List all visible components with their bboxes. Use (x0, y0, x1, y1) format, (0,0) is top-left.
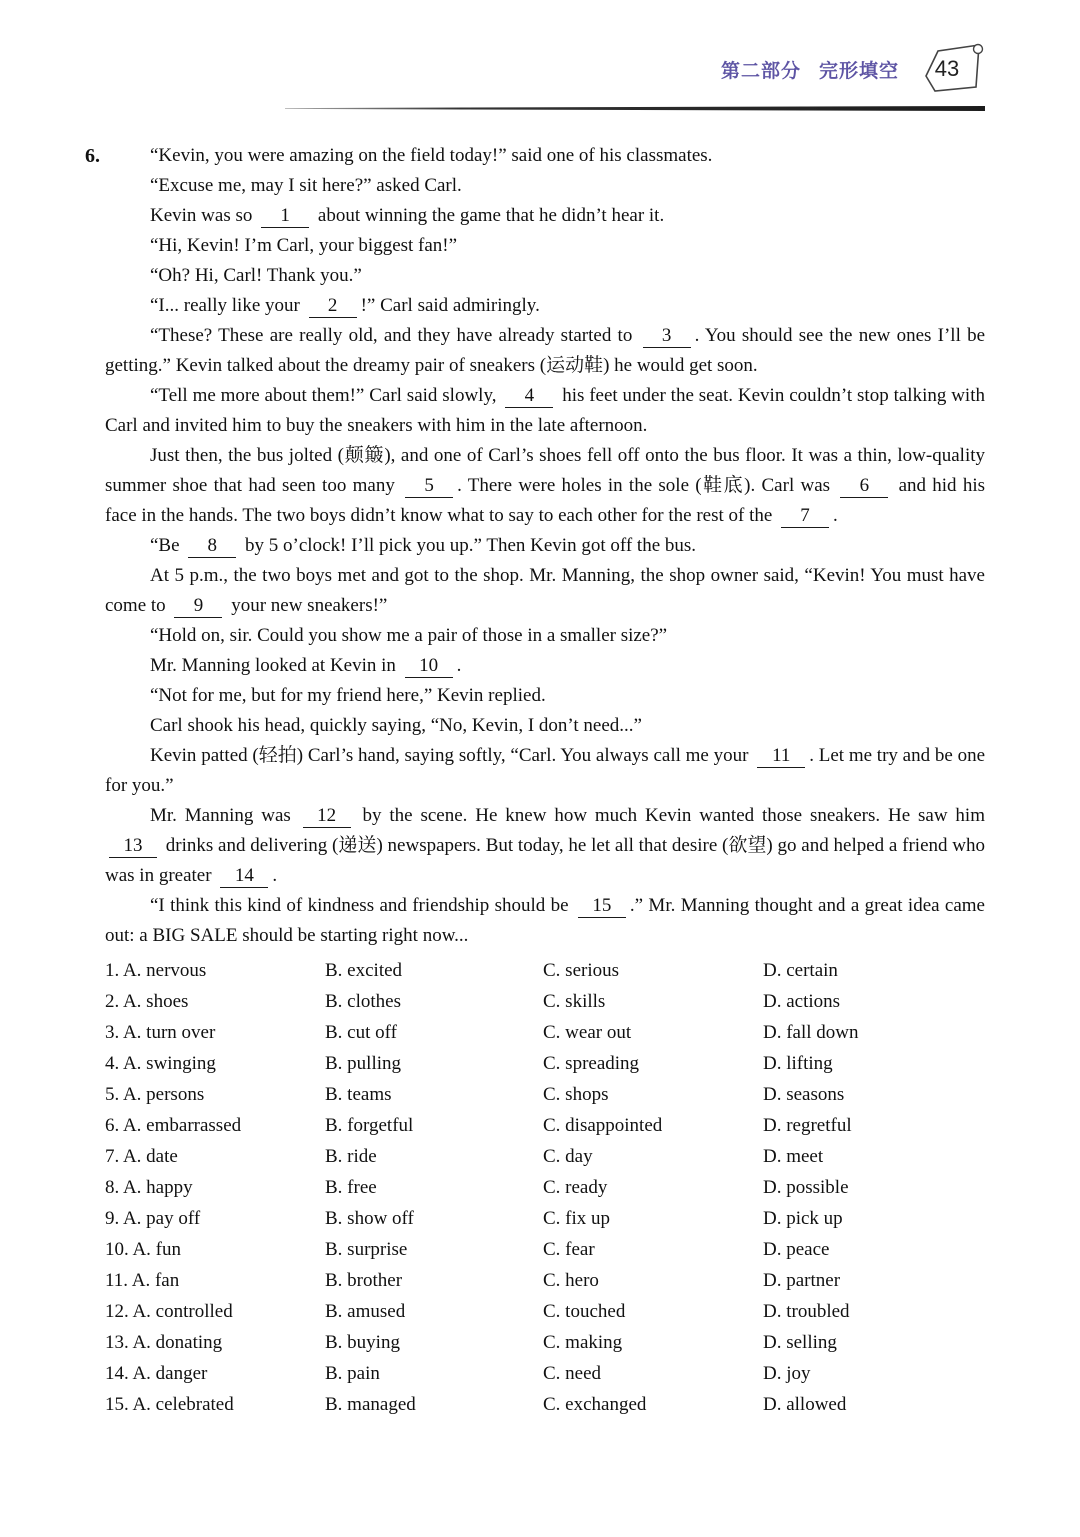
option-choice-b: B. pain (325, 1363, 380, 1384)
option-row-12 (105, 1296, 1020, 1327)
option-choice-a: 7. A. date (105, 1146, 178, 1167)
option-row-4 (105, 1048, 1020, 1079)
cloze-blank-2: 2 (309, 295, 357, 318)
passage (105, 141, 985, 951)
option-choice-d: D. peace (763, 1239, 830, 1260)
cloze-blank-6: 6 (840, 475, 888, 498)
tag-icon (923, 42, 985, 96)
cloze-blank-11: 11 (757, 745, 805, 768)
option-row-1 (105, 955, 1020, 986)
option-choice-d: D. lifting (763, 1053, 833, 1074)
cloze-blank-14: 14 (220, 865, 268, 888)
option-row-11 (105, 1265, 1020, 1296)
option-choice-b: B. brother (325, 1270, 403, 1291)
cloze-blank-9: 9 (174, 595, 222, 618)
option-choice-d: D. fall down (763, 1022, 859, 1043)
option-choice-c: C. hero (543, 1270, 599, 1291)
cloze-blank-4: 4 (505, 385, 553, 408)
page-number-badge (923, 42, 985, 96)
option-choice-a: 11. A. fan (105, 1270, 180, 1291)
option-row-6 (105, 1110, 1020, 1141)
option-choice-d: D. pick up (763, 1208, 843, 1229)
page-number-text: 43 (934, 56, 960, 81)
option-choice-c: C. spreading (543, 1053, 640, 1074)
option-choice-c: C. ready (543, 1177, 608, 1198)
option-choice-b: B. buying (325, 1332, 400, 1353)
section-name-label: 完形填空 (818, 60, 899, 82)
option-choice-b: B. pulling (325, 1053, 402, 1074)
section-part-label: 第二部分 (720, 60, 801, 82)
option-choice-c: C. disappointed (543, 1115, 663, 1136)
question-number: 6. (85, 145, 100, 167)
option-row-8 (105, 1172, 1020, 1203)
option-choice-b: B. show off (325, 1208, 414, 1229)
passage-paragraph: Carl shook his head, quickly saying, “No, Kevin, I don’t need...” (150, 715, 642, 736)
passage-paragraph: “I think this kind of kindness and friendship should be 15 .” Mr. Manning thought and a great idea came out: a BIG SALE should be starting right now... (105, 895, 985, 946)
option-choice-d: D. seasons (763, 1084, 845, 1105)
option-row-2 (105, 986, 1020, 1017)
option-choice-c: C. skills (543, 991, 606, 1012)
passage-paragraph: “Kevin, you were amazing on the field today!” said one of his classmates. (150, 145, 713, 166)
option-choice-d: D. selling (763, 1332, 837, 1353)
option-row-10 (105, 1234, 1020, 1265)
option-choice-a: 4. A. swinging (105, 1053, 216, 1074)
option-choice-a: 15. A. celebrated (105, 1394, 234, 1415)
cloze-section (0, 141, 1080, 951)
passage-paragraph: “Excuse me, may I sit here?” asked Carl. (150, 175, 462, 196)
option-choice-a: 8. A. happy (105, 1177, 193, 1198)
cloze-blank-15: 15 (578, 895, 626, 918)
passage-paragraph: “These? These are really old, and they have already started to 3 . You should see the new ones I’ll be getting.” Kevin talked about the dreamy pair of sneakers (运动鞋) he would get soon. (105, 325, 986, 376)
option-choice-c: C. fear (543, 1239, 595, 1260)
options-list (0, 955, 1080, 1420)
passage-paragraph: Kevin was so 1 about winning the game that he didn’t hear it. (150, 205, 665, 226)
option-choice-d: D. regretful (763, 1115, 852, 1136)
option-choice-c: C. serious (543, 960, 619, 981)
option-choice-d: D. allowed (763, 1394, 847, 1415)
option-choice-c: C. fix up (543, 1208, 611, 1229)
option-choice-a: 5. A. persons (105, 1084, 205, 1105)
passage-paragraph: “Not for me, but for my friend here,” Kevin replied. (150, 685, 546, 706)
option-choice-a: 10. A. fun (105, 1239, 181, 1260)
cloze-blank-12: 12 (303, 805, 351, 828)
option-choice-b: B. surprise (325, 1239, 408, 1260)
option-choice-d: D. joy (763, 1363, 811, 1384)
passage-paragraph: “Tell me more about them!” Carl said slowly, 4 his feet under the seat. Kevin couldn’t stop talking with Carl and invited him to buy the sneakers with him in the late afternoon. (105, 385, 985, 436)
cloze-blank-10: 10 (405, 655, 453, 678)
option-choice-b: B. clothes (325, 991, 401, 1012)
option-choice-b: B. managed (325, 1394, 416, 1415)
option-choice-a: 9. A. pay off (105, 1208, 201, 1229)
option-choice-b: B. ride (325, 1146, 377, 1167)
passage-paragraph: Mr. Manning looked at Kevin in 10 . (150, 655, 462, 676)
option-choice-c: C. making (543, 1332, 623, 1353)
option-choice-d: D. actions (763, 991, 841, 1012)
passage-paragraph: At 5 p.m., the two boys met and got to the shop. Mr. Manning, the shop owner said, “Kevin! You must have come to 9 your new sneakers!” (105, 565, 985, 616)
option-choice-d: D. meet (763, 1146, 824, 1167)
passage-paragraph: “Hold on, sir. Could you show me a pair of those in a smaller size?” (150, 625, 668, 646)
option-choice-a: 12. A. controlled (105, 1301, 233, 1322)
passage-paragraph: Mr. Manning was 12 by the scene. He knew how much Kevin wanted those sneakers. He saw him 13 drinks and delivering (递送) newspapers. But today, he let all that desire (欲望) go and helped a friend who was in greater 14 . (105, 805, 985, 886)
option-row-15 (105, 1389, 1020, 1420)
passage-paragraph: “Be 8 by 5 o’clock! I’ll pick you up.” Then Kevin got off the bus. (150, 535, 697, 556)
section-title (721, 56, 899, 83)
page-header (0, 0, 1080, 96)
option-row-14 (105, 1358, 1020, 1389)
passage-paragraph: Just then, the bus jolted (颠簸), and one of Carl’s shoes fell off onto the bus floor. It was a thin, low-quality summer shoe that had seen too many 5 . There were holes in the sole (鞋底). Carl was 6 and hid his face in the hands. The two boys didn’t know what to say to each other for the rest of the 7 . (105, 445, 985, 526)
option-choice-d: D. troubled (763, 1301, 850, 1322)
option-choice-a: 2. A. shoes (105, 991, 189, 1012)
option-choice-d: D. partner (763, 1270, 841, 1291)
passage-paragraph: Kevin patted (轻拍) Carl’s hand, saying softly, “Carl. You always call me your 11 . Let me try and be one for you.” (105, 745, 985, 796)
option-row-13 (105, 1327, 1020, 1358)
option-choice-c: C. wear out (543, 1022, 632, 1043)
option-choice-a: 13. A. donating (105, 1332, 223, 1353)
option-choice-a: 6. A. embarrassed (105, 1115, 242, 1136)
option-row-7 (105, 1141, 1020, 1172)
cloze-blank-5: 5 (405, 475, 453, 498)
passage-paragraph: “Hi, Kevin! I’m Carl, your biggest fan!” (150, 235, 458, 256)
cloze-blank-8: 8 (188, 535, 236, 558)
option-row-9 (105, 1203, 1020, 1234)
option-row-5 (105, 1079, 1020, 1110)
option-choice-b: B. excited (325, 960, 403, 981)
cloze-blank-13: 13 (109, 835, 157, 858)
option-choice-b: B. teams (325, 1084, 392, 1105)
option-choice-d: D. possible (763, 1177, 849, 1198)
option-choice-a: 3. A. turn over (105, 1022, 216, 1043)
option-choice-b: B. free (325, 1177, 377, 1198)
option-choice-b: B. cut off (325, 1022, 397, 1043)
cloze-blank-1: 1 (261, 205, 309, 228)
option-row-3 (105, 1017, 1020, 1048)
option-choice-a: 14. A. danger (105, 1363, 208, 1384)
option-choice-c: C. day (543, 1146, 593, 1167)
option-choice-c: C. shops (543, 1084, 609, 1105)
header-rule (285, 106, 985, 111)
option-choice-b: B. forgetful (325, 1115, 414, 1136)
cloze-blank-3: 3 (643, 325, 691, 348)
passage-paragraph: “Oh? Hi, Carl! Thank you.” (150, 265, 362, 286)
cloze-blank-7: 7 (781, 505, 829, 528)
option-choice-c: C. touched (543, 1301, 626, 1322)
passage-paragraph: “I... really like your 2 !” Carl said admiringly. (150, 295, 540, 316)
option-choice-a: 1. A. nervous (105, 960, 207, 981)
option-choice-b: B. amused (325, 1301, 406, 1322)
option-choice-c: C. exchanged (543, 1394, 647, 1415)
option-choice-c: C. need (543, 1363, 602, 1384)
option-choice-d: D. certain (763, 960, 838, 981)
